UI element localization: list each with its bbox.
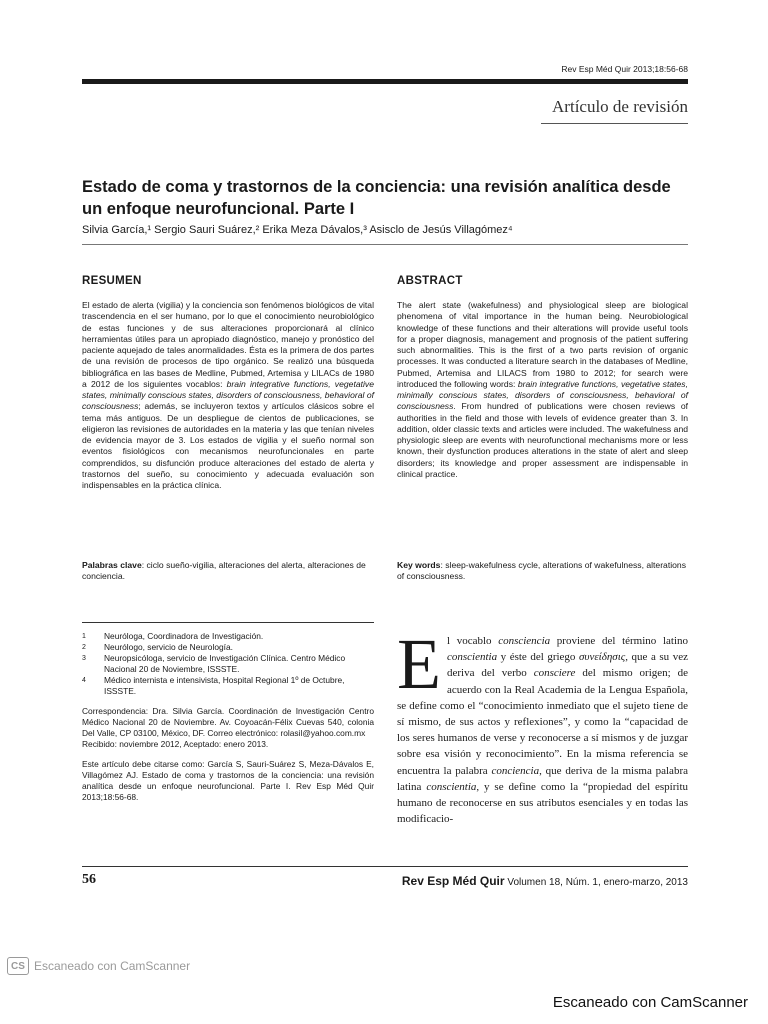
body-italic: conscientia <box>426 780 477 793</box>
author-list: Silvia García,¹ Sergio Sauri Suárez,² Erika Meza Dávalos,³ Asisclo de Jesús Villagómez⁴ <box>82 224 513 236</box>
body-segment: proviene del término latino <box>550 635 688 647</box>
footnote-number: 1 <box>82 633 86 640</box>
header-rule <box>82 79 688 84</box>
footnotes <box>82 631 374 803</box>
footnote-number: 4 <box>82 677 86 684</box>
footer-journal-issue: Volumen 18, Núm. 1, enero-marzo, 2013 <box>504 877 688 888</box>
abstract-text <box>397 300 688 480</box>
resumen-keywords <box>82 560 374 583</box>
camscanner-watermark <box>0 955 300 977</box>
footnote-text: Neuróloga, Coordinadora de Investigación. <box>104 631 264 641</box>
footnote-text: Médico internista e intensivista, Hospital Regional 1º de Octubre, ISSSTE. <box>104 675 345 696</box>
footnote-number: 2 <box>82 644 86 651</box>
footnote-text: Neuropsicóloga, servicio de Investigación Clínica. Centro Médico Nacional 20 de Noviembre, ISSSTE. <box>104 653 346 674</box>
footnote-text: Neurólogo, servicio de Neurología. <box>104 642 233 652</box>
section-label: Artículo de revisión <box>552 97 688 116</box>
abstract-keywords-italic: brain integrative functions, vegetative states, minimally conscious states, disorders of consciousness, behavioral of consciousness <box>397 378 688 412</box>
resumen-paragraph: El estado de alerta (vigilia) y la conciencia son fenómenos biológicos de vital trascendencia en el ser humano, por lo que el conocimiento neurobiológico de estas funciones y de sus alteraciones proporcionará al clínico herramientas útiles para un apropiado diagnóstico, manejo y pronóstico del paciente aquejado de tales anormalidades. Ésta es la primera de dos partes de una revisión de procesos de tipo orgánico. Se realizó una búsqueda bibliográfica en las bases de Medline, Pubmed, Artemisa y LILACs de 1980 a 2012 de los siguientes vocablos: <box>82 300 374 389</box>
camscanner-logo-icon: CS <box>7 957 29 975</box>
body-segment: l vocablo <box>446 635 499 647</box>
footer-journal-name: Rev Esp Méd Quir <box>401 874 505 888</box>
body-italic: συνείδησις <box>578 651 626 664</box>
footnote-item <box>82 631 374 642</box>
abstract-heading: ABSTRACT <box>397 275 463 287</box>
body-segment: , que deriva de la misma palabra latina <box>397 764 688 793</box>
page-number: 56 <box>82 872 96 887</box>
camscanner-caption: Escaneado con CamScanner <box>552 994 748 1011</box>
resumen-heading: RESUMEN <box>82 275 142 287</box>
keywords-label: Key words <box>397 560 441 570</box>
keywords-text: : sleep-wakefulness cycle, alterations of wakefulness, alterations of consciousness. <box>397 560 686 582</box>
abstract-paragraph-rest: . From hundred of publications were chosen reviews of authorities in the field and those with levels of evidence greater than 3. In addition, older classic texts and articles were included. The wakefulness and physiologic sleep are events with neurofunctional mechanisms more or less known, their dysfunction produces alterations in the state of alert and sleep disorders; its knowledge and proper assessment are indispensable in clinical practice. <box>397 401 688 479</box>
section-rule <box>541 123 688 124</box>
authors-rule <box>82 244 688 245</box>
footnote-item <box>82 642 374 653</box>
footnote-item <box>82 653 374 675</box>
footnote-rule <box>82 622 374 623</box>
resumen-paragraph-rest: ; además, se incluyeron textos y artículos clásicos sobre el tema más antiguos. De un despliegue de cientos de publicaciones, se eligieron las revisiones de autoridades en la materia y las que tenían niveles de evidencia mayor de 3. Los estados de vigilia y el sueño normal son eventos fisiológicos con mecanismos neurofuncionales en parte comprendidos, su disfunción produce alteraciones del estado de alerta y trastornos del sueño, su conocimiento y adecuada evaluación son indispensables en la práctica clínica. <box>82 401 374 490</box>
body-italic: consciere <box>533 667 576 680</box>
body-segment: , y se define como la “propiedad del espíritu humano de reconocerse en sus atributos esenciales y en todas las modificacio- <box>397 780 688 826</box>
article-title: Estado de coma y trastornos de la conciencia: una revisión analítica desde un enfoque neurofuncional. Parte I <box>82 178 671 218</box>
keywords-text: : ciclo sueño-vigilia, alteraciones del alerta, alteraciones de conciencia. <box>82 560 366 582</box>
footer-rule <box>82 866 688 867</box>
footnote-number: 3 <box>82 655 86 662</box>
citation-note: Este artículo debe citarse como: García S, Sauri-Suárez S, Meza-Dávalos E, Villagómez AJ. Estado de coma y trastornos de la conciencia: una revisión analítica desde un enfoque neurofuncional. Parte I. Rev Esp Méd Quir 2013;18:56-68. <box>82 759 374 802</box>
received-dates: Recibido: noviembre 2012, Aceptado: enero 2013. <box>82 739 269 749</box>
body-segment: , que a su vez deriva del verbo <box>446 651 688 680</box>
body-italic: conscientia <box>446 651 498 664</box>
keywords-label: Palabras clave <box>82 560 142 570</box>
footnote-item <box>82 675 374 697</box>
body-text <box>397 624 688 827</box>
journal-reference: Rev Esp Méd Quir 2013;18:56-68 <box>561 64 688 74</box>
body-italic: conciencia <box>491 764 540 777</box>
drop-cap: E <box>397 624 441 704</box>
body-italic: consciencia <box>498 635 551 647</box>
abstract-keywords <box>397 560 688 583</box>
body-segment: del mismo origen; de acuerdo con la Real Academia de la Lengua Española, se define como el “conocimiento inmediato que el sujeto tiene de sí mismo, de sus actos y reflexiones”, y como la “capacidad de los seres humanos de verse y reconocerse a sí mismos y de juzgar sobre esa visión y reconocimiento”. En la misma referencia se encuentra la palabra <box>397 667 688 777</box>
camscanner-watermark-text: Escaneado con CamScanner <box>34 959 191 973</box>
footer-journal <box>402 874 688 888</box>
resumen-keywords-italic: brain integrative functions, vegetative states, minimally conscious states, disorders of consciousness, behavioral of consciousness <box>82 378 374 412</box>
resumen-text <box>82 300 374 491</box>
abstract-paragraph: The alert state (wakefulness) and physiological sleep are biological phenomena of vital importance in the human being. Neurobiological knowledge of these functions and their alterations will provide useful tools for a proper diagnosis, management and prognosis of the patient suffering such abnormalities. This is the first of a two parts revision of organic processes. It was conducted a literature search in the databases of Medline, Pubmed, Artemisa and LILACS from 1980 to 2012; for search were introduced the following words: <box>397 300 688 389</box>
correspondence: Correspondencia: Dra. Silvia García. Coordinación de Investigación Centro Médico Nacional 20 de Noviembre. Av. Coyoacán-Félix Cuevas 540, colonia Del Valle, CP 03100, México, DF. Correo electrónico: rolasil@yahoo.com.mx <box>82 706 374 738</box>
body-segment: y éste del griego <box>497 651 579 664</box>
